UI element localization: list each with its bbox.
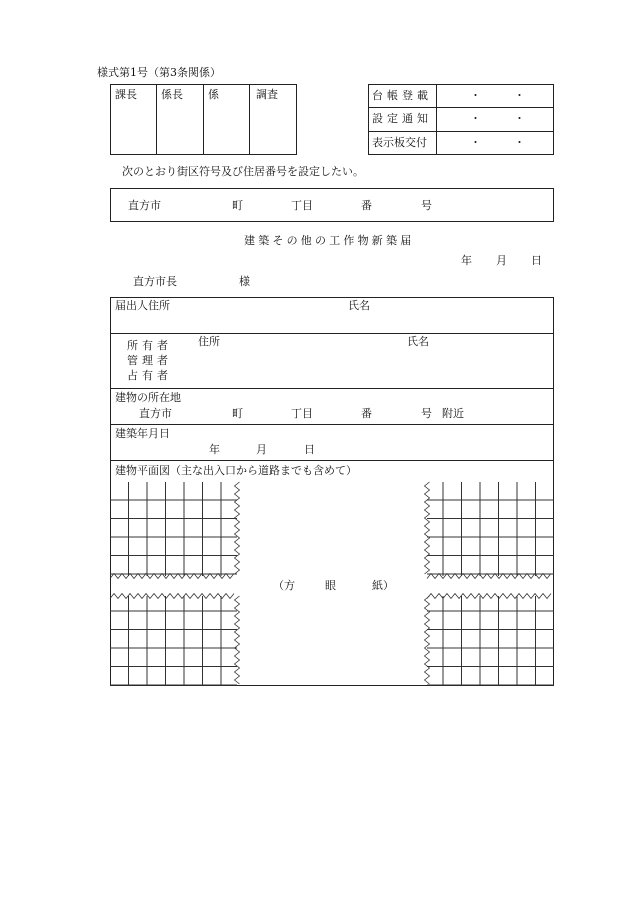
intro-text: 次のとおり街区符号及び住居番号を設定したい。 — [122, 165, 364, 178]
address-go: 号 — [421, 199, 432, 212]
registry-label-2: 設定通知 — [372, 112, 432, 125]
build-date-label: 建築年月日 — [115, 427, 170, 440]
registry-date-3: ・ ・ — [470, 136, 525, 149]
applicant-address-label: 届出人住所 — [115, 299, 170, 312]
build-date-day: 日 — [304, 443, 315, 456]
addressee-sama: 様 — [239, 275, 250, 288]
stamp-kakari: 係 — [208, 88, 219, 101]
address-chome: 丁目 — [291, 199, 313, 212]
registry-label-1: 台帳登載 — [372, 89, 432, 102]
role-manager: 管理者 — [127, 354, 172, 367]
role-owner: 所有者 — [127, 339, 172, 352]
location-town: 町 — [232, 407, 243, 420]
registry-date-1: ・ ・ — [470, 89, 525, 102]
grid-paper-label-3: 紙） — [372, 579, 394, 592]
grid-zigzag-edge — [425, 596, 430, 684]
build-date-month: 月 — [256, 443, 267, 456]
grid-paper-label-2: 眼 — [325, 579, 336, 592]
build-date-year: 年 — [209, 443, 220, 456]
stamp-kacho: 課長 — [115, 88, 137, 101]
location-go: 号 — [421, 407, 432, 420]
date-day: 日 — [531, 254, 542, 267]
grid-zigzag-edge — [425, 482, 430, 574]
address-ban: 番 — [361, 199, 372, 212]
form-number: 様式第1号（第3条関係） — [97, 66, 221, 79]
location-chome: 丁目 — [291, 407, 313, 420]
owner-name-label: 氏名 — [407, 335, 429, 348]
location-vicinity: 附近 — [442, 407, 464, 420]
addressee-name: 直方市長 — [133, 275, 177, 288]
grid-zigzag-edge — [427, 594, 551, 599]
main-title: 建築その他の工作物新築届 — [244, 234, 415, 247]
registry-label-3: 表示板交付 — [372, 136, 427, 149]
grid-zigzag-edge — [235, 482, 240, 574]
address-city: 直方市 — [128, 199, 161, 212]
floor-plan-label: 建物平面図（主な出入口から道路までも含めて） — [115, 464, 357, 477]
location-ban: 番 — [361, 407, 372, 420]
grid-zigzag-edge — [235, 596, 240, 684]
registry-date-2: ・ ・ — [470, 112, 525, 125]
stamp-kakaricho: 係長 — [161, 88, 183, 101]
stamp-chosa: 調査 — [256, 88, 278, 101]
grid-paper-label-1: （方 — [273, 579, 295, 592]
owner-address-label: 住所 — [198, 335, 220, 348]
address-town: 町 — [232, 199, 243, 212]
applicant-name-label: 氏名 — [348, 299, 370, 312]
location-city: 直方市 — [139, 407, 172, 420]
date-month: 月 — [496, 254, 507, 267]
location-label: 建物の所在地 — [115, 391, 181, 404]
date-year: 年 — [461, 254, 472, 267]
role-occupant: 占有者 — [127, 369, 172, 382]
